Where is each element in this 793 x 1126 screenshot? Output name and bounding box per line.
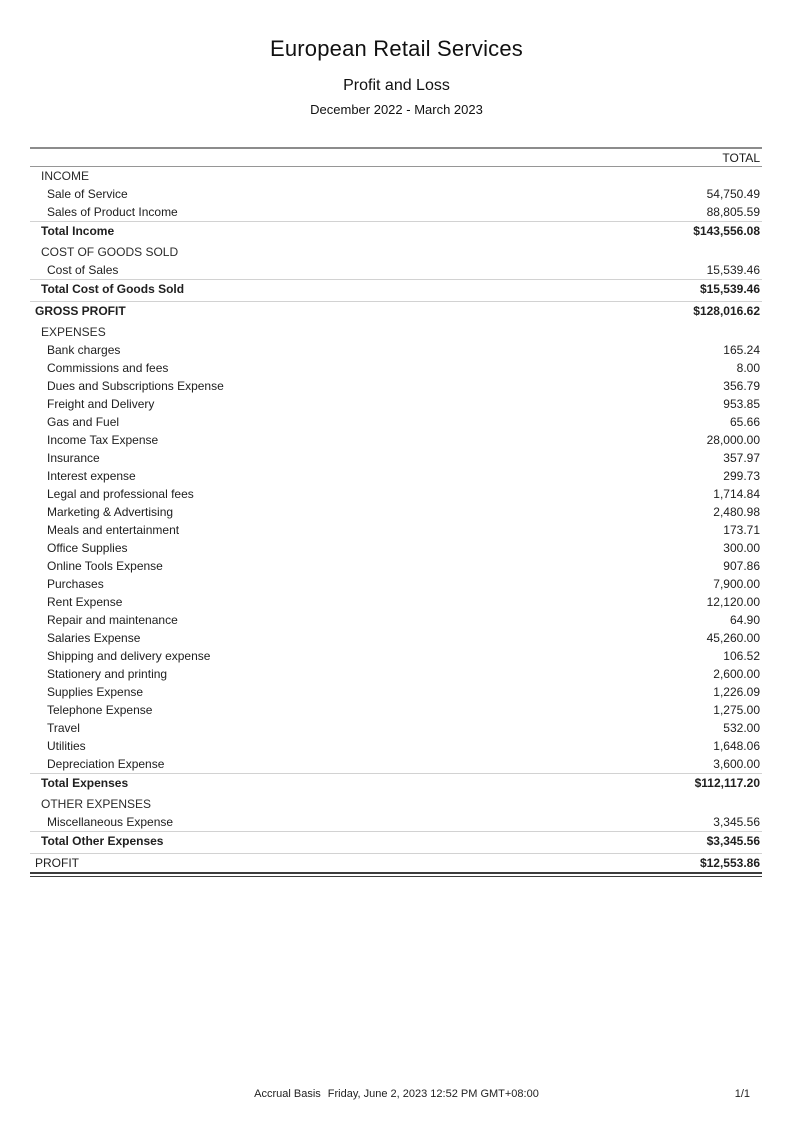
report-row [30,629,762,647]
footer-text [0,1088,793,1100]
row-label: Repair and maintenance [47,613,178,627]
row-label: Income Tax Expense [47,433,159,447]
report-row [30,665,762,683]
row-value: 45,260.00 [706,631,760,645]
row-label: Interest expense [47,469,136,483]
row-label: GROSS PROFIT [35,303,126,318]
report-row [30,521,762,539]
row-label: Dues and Subscriptions Expense [47,379,224,393]
row-value: 7,900.00 [713,577,760,591]
row-value: 907.86 [723,559,760,573]
row-label: Cost of Sales [47,263,119,277]
row-value: 3,600.00 [713,757,760,771]
report-row [30,853,762,871]
row-value: 300.00 [723,541,760,555]
row-value: 8.00 [736,361,760,375]
report-row [30,467,762,485]
report-row [30,221,762,239]
report-row [30,341,762,359]
report-row [30,773,762,791]
row-label: Supplies Expense [47,685,144,699]
row-value: 165.24 [723,343,760,357]
row-value: $143,556.08 [693,223,760,238]
row-label: Salaries Expense [47,631,141,645]
company-name: European Retail Services [269,36,524,61]
row-label: Shipping and delivery expense [47,649,211,663]
report-row [30,755,762,773]
page-number: 1/1 [734,1088,750,1100]
row-value: 357.97 [723,451,760,465]
report-row [30,431,762,449]
row-value: 532.00 [723,721,760,735]
row-value: 2,480.98 [713,505,760,519]
row-value: $128,016.62 [693,303,760,318]
report-bottom-rule [30,872,762,877]
report-row [30,539,762,557]
row-value: $12,553.86 [699,855,760,870]
row-value: 28,000.00 [706,433,760,447]
row-value: 106.52 [723,649,760,663]
row-label: Total Expenses [41,775,129,790]
report-row [30,831,762,849]
report-row [30,503,762,521]
row-label: Meals and entertainment [47,523,180,537]
row-value: 54,750.49 [706,187,760,201]
row-label: OTHER EXPENSES [41,797,152,811]
row-label: Purchases [47,577,104,591]
row-value: $112,117.20 [694,775,760,790]
report-row [30,701,762,719]
row-label: Office Supplies [47,541,128,555]
report-row [30,203,762,221]
report-row [30,185,762,203]
row-label: Online Tools Expense [47,559,163,573]
row-label: COST OF GOODS SOLD [41,245,179,259]
row-label: Utilities [47,739,86,753]
table-rows [30,167,762,871]
date-range: December 2022 - March 2023 [310,102,483,117]
report-row [30,395,762,413]
row-value: 3,345.56 [713,815,760,829]
profit-loss-table [30,147,762,877]
row-value: 1,275.00 [713,703,760,717]
accounting-basis-label: Accrual Basis [254,1088,321,1100]
row-value: 1,714.84 [713,487,760,501]
table-header-row [30,147,762,167]
row-value: 356.79 [723,379,760,393]
row-label: Total Cost of Goods Sold [41,281,185,296]
report-row [30,647,762,665]
report-header [0,0,793,117]
row-value: 65.66 [729,415,760,429]
row-label: Total Income [41,223,115,238]
row-value: 12,120.00 [706,595,760,609]
report-title: Profit and Loss [343,77,450,94]
report-row [30,449,762,467]
report-row [30,719,762,737]
report-timestamp: Friday, June 2, 2023 12:52 PM GMT+08:00 [327,1088,539,1100]
report-row [30,279,762,297]
row-label: EXPENSES [41,325,106,339]
report-row [30,683,762,701]
row-value: $15,539.46 [699,281,760,296]
row-label: Total Other Expenses [41,833,164,848]
row-label: Sale of Service [47,187,128,201]
row-label: Legal and professional fees [47,487,194,501]
row-label: Marketing & Advertising [47,505,174,519]
row-label: Depreciation Expense [47,757,165,771]
report-row [30,301,762,319]
report-row [30,795,762,813]
row-value: 64.90 [729,613,760,627]
row-value: 1,226.09 [713,685,760,699]
report-row [30,377,762,395]
row-value: 15,539.46 [706,263,760,277]
report-row [30,593,762,611]
total-column-header: TOTAL [722,150,760,165]
report-row [30,737,762,755]
row-value: 88,805.59 [706,205,760,219]
report-row [30,323,762,341]
row-label: Insurance [47,451,100,465]
row-label: INCOME [41,169,89,183]
report-row [30,611,762,629]
row-label: Freight and Delivery [47,397,155,411]
row-label: Sales of Product Income [47,205,178,219]
row-label: Rent Expense [47,595,123,609]
row-label: Miscellaneous Expense [47,815,174,829]
report-row [30,813,762,831]
report-row [30,243,762,261]
row-label: Travel [47,721,80,735]
row-label: Gas and Fuel [47,415,120,429]
row-value: 173.71 [723,523,760,537]
row-value: $3,345.56 [706,833,760,848]
row-label: Commissions and fees [47,361,169,375]
row-label: Bank charges [47,343,121,357]
report-row [30,557,762,575]
row-value: 1,648.06 [713,739,760,753]
report-row [30,167,762,185]
report-row [30,359,762,377]
report-row [30,485,762,503]
report-row [30,413,762,431]
report-footer [0,1088,793,1100]
row-label: Stationery and printing [47,667,168,681]
row-value: 299.73 [723,469,760,483]
row-value: 953.85 [723,397,760,411]
row-value: 2,600.00 [713,667,760,681]
report-row [30,261,762,279]
row-label: PROFIT [35,855,79,870]
row-label: Telephone Expense [47,703,153,717]
report-row [30,575,762,593]
